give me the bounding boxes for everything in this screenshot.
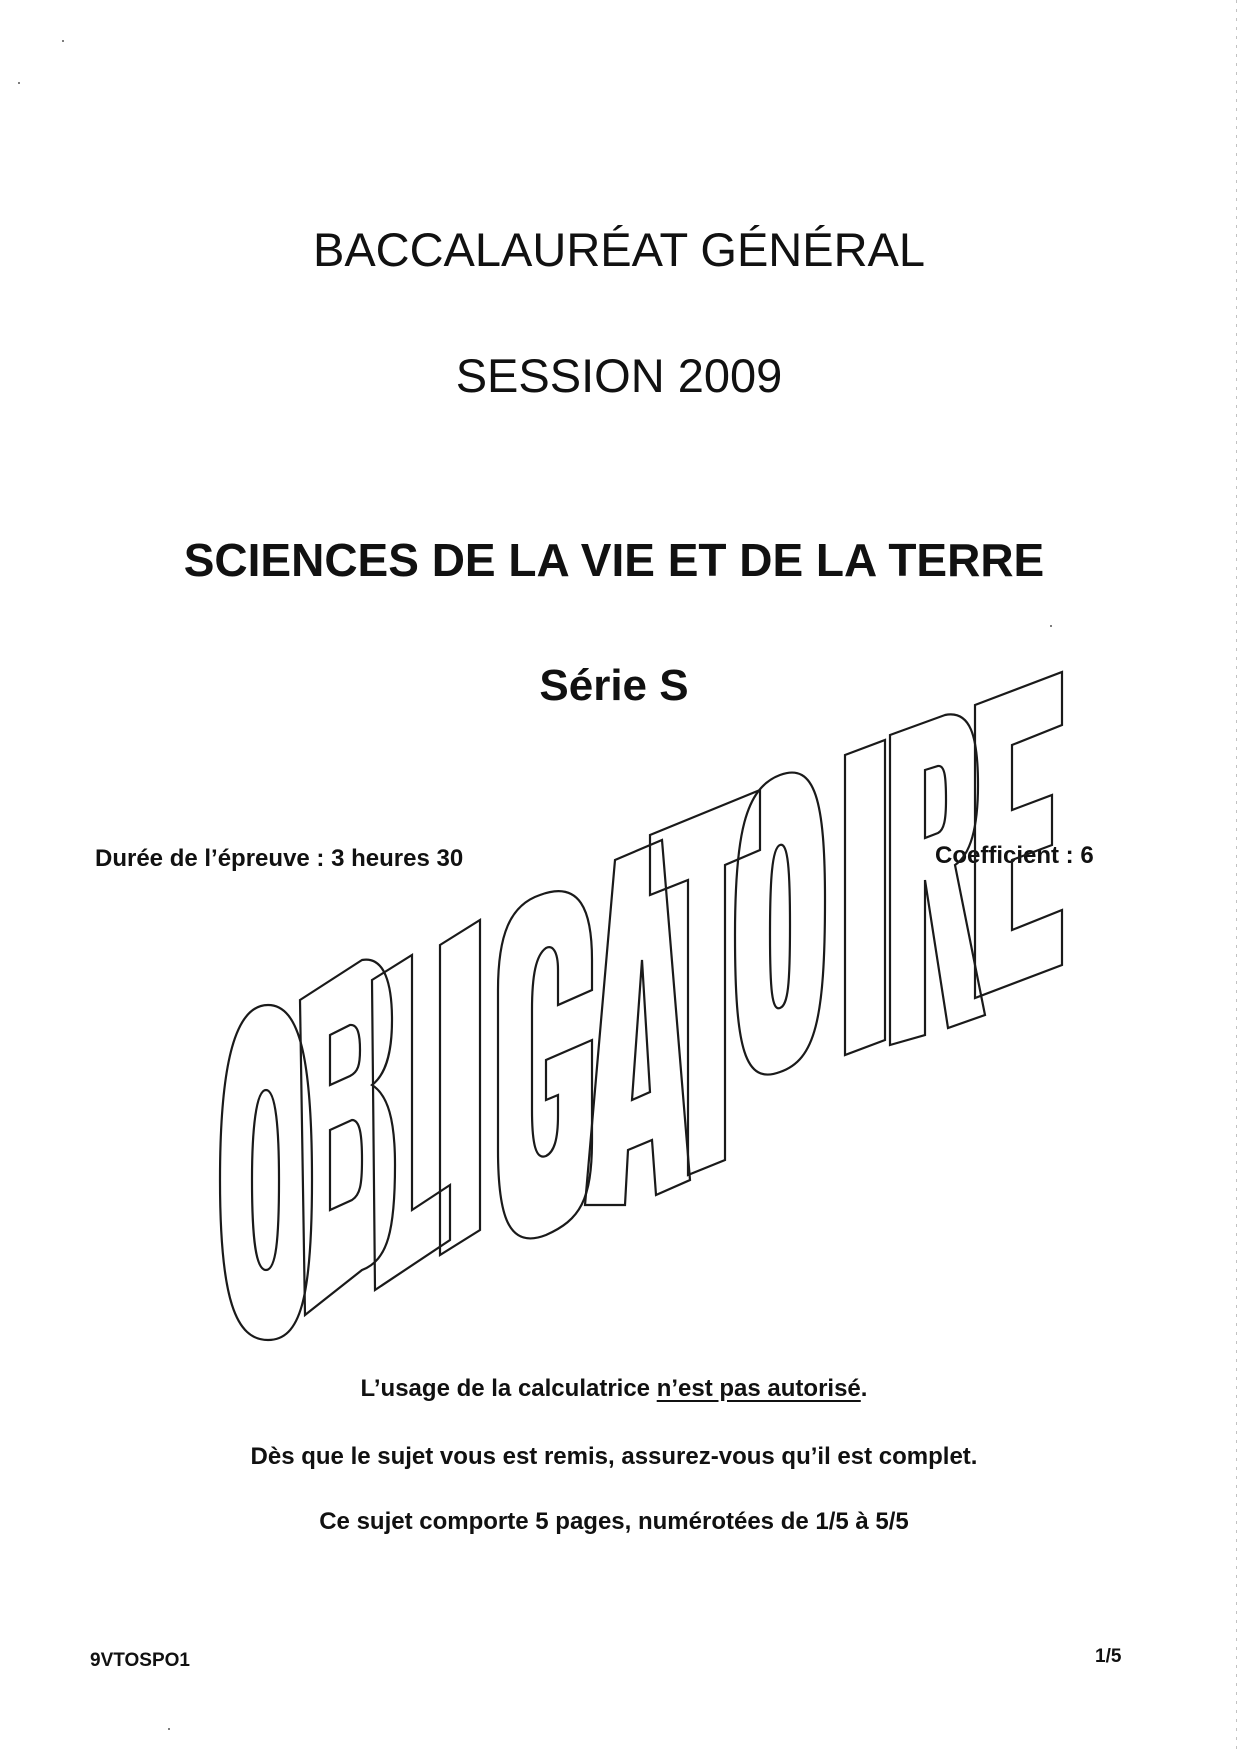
exam-title: BACCALAURÉAT GÉNÉRAL [312,223,926,276]
subject-code: 9VTOSPO1 [90,1650,190,1671]
scan-speck [18,82,20,84]
stamp-letter-b [300,960,395,1315]
completeness-notice: Dès que le sujet vous est remis, assurez-vous qu’il est complet. [250,1443,978,1470]
stamp-letter-t [650,790,760,1175]
calculator-notice-prefix: L’usage de la calculatrice [360,1375,657,1402]
stamp-letter-i [440,920,480,1255]
scan-speck [1050,625,1052,627]
stamp-letter-a [585,840,690,1205]
stamp-letter-g [498,891,592,1238]
stamp-letter-i [845,740,885,1055]
scan-speck [168,1728,170,1730]
stamp-letter-e [975,672,1062,998]
series-label: Série S [539,661,689,710]
page-number: 1/5 [1095,1646,1122,1667]
stamp-letter-o [220,1005,312,1340]
scan-speck [62,40,64,42]
stamp-letter-r [890,714,985,1045]
stamp-letter-l [372,955,450,1290]
exam-duration: Durée de l’épreuve : 3 heures 30 [95,845,464,872]
stamp-letter-o [735,773,825,1075]
calculator-notice [0,1375,1238,1403]
calculator-notice-suffix: . [860,1375,868,1402]
page-count-notice: Ce sujet comporte 5 pages, numérotées de 1/5 à 5/5 [319,1508,909,1535]
session-year: SESSION 2009 [455,349,783,402]
exam-coefficient: Coefficient : 6 [935,842,1094,869]
subject-title: SCIENCES DE LA VIE ET DE LA TERRE [183,534,1045,586]
calculator-notice-emphasis: n’est pas autorisé [656,1375,861,1402]
